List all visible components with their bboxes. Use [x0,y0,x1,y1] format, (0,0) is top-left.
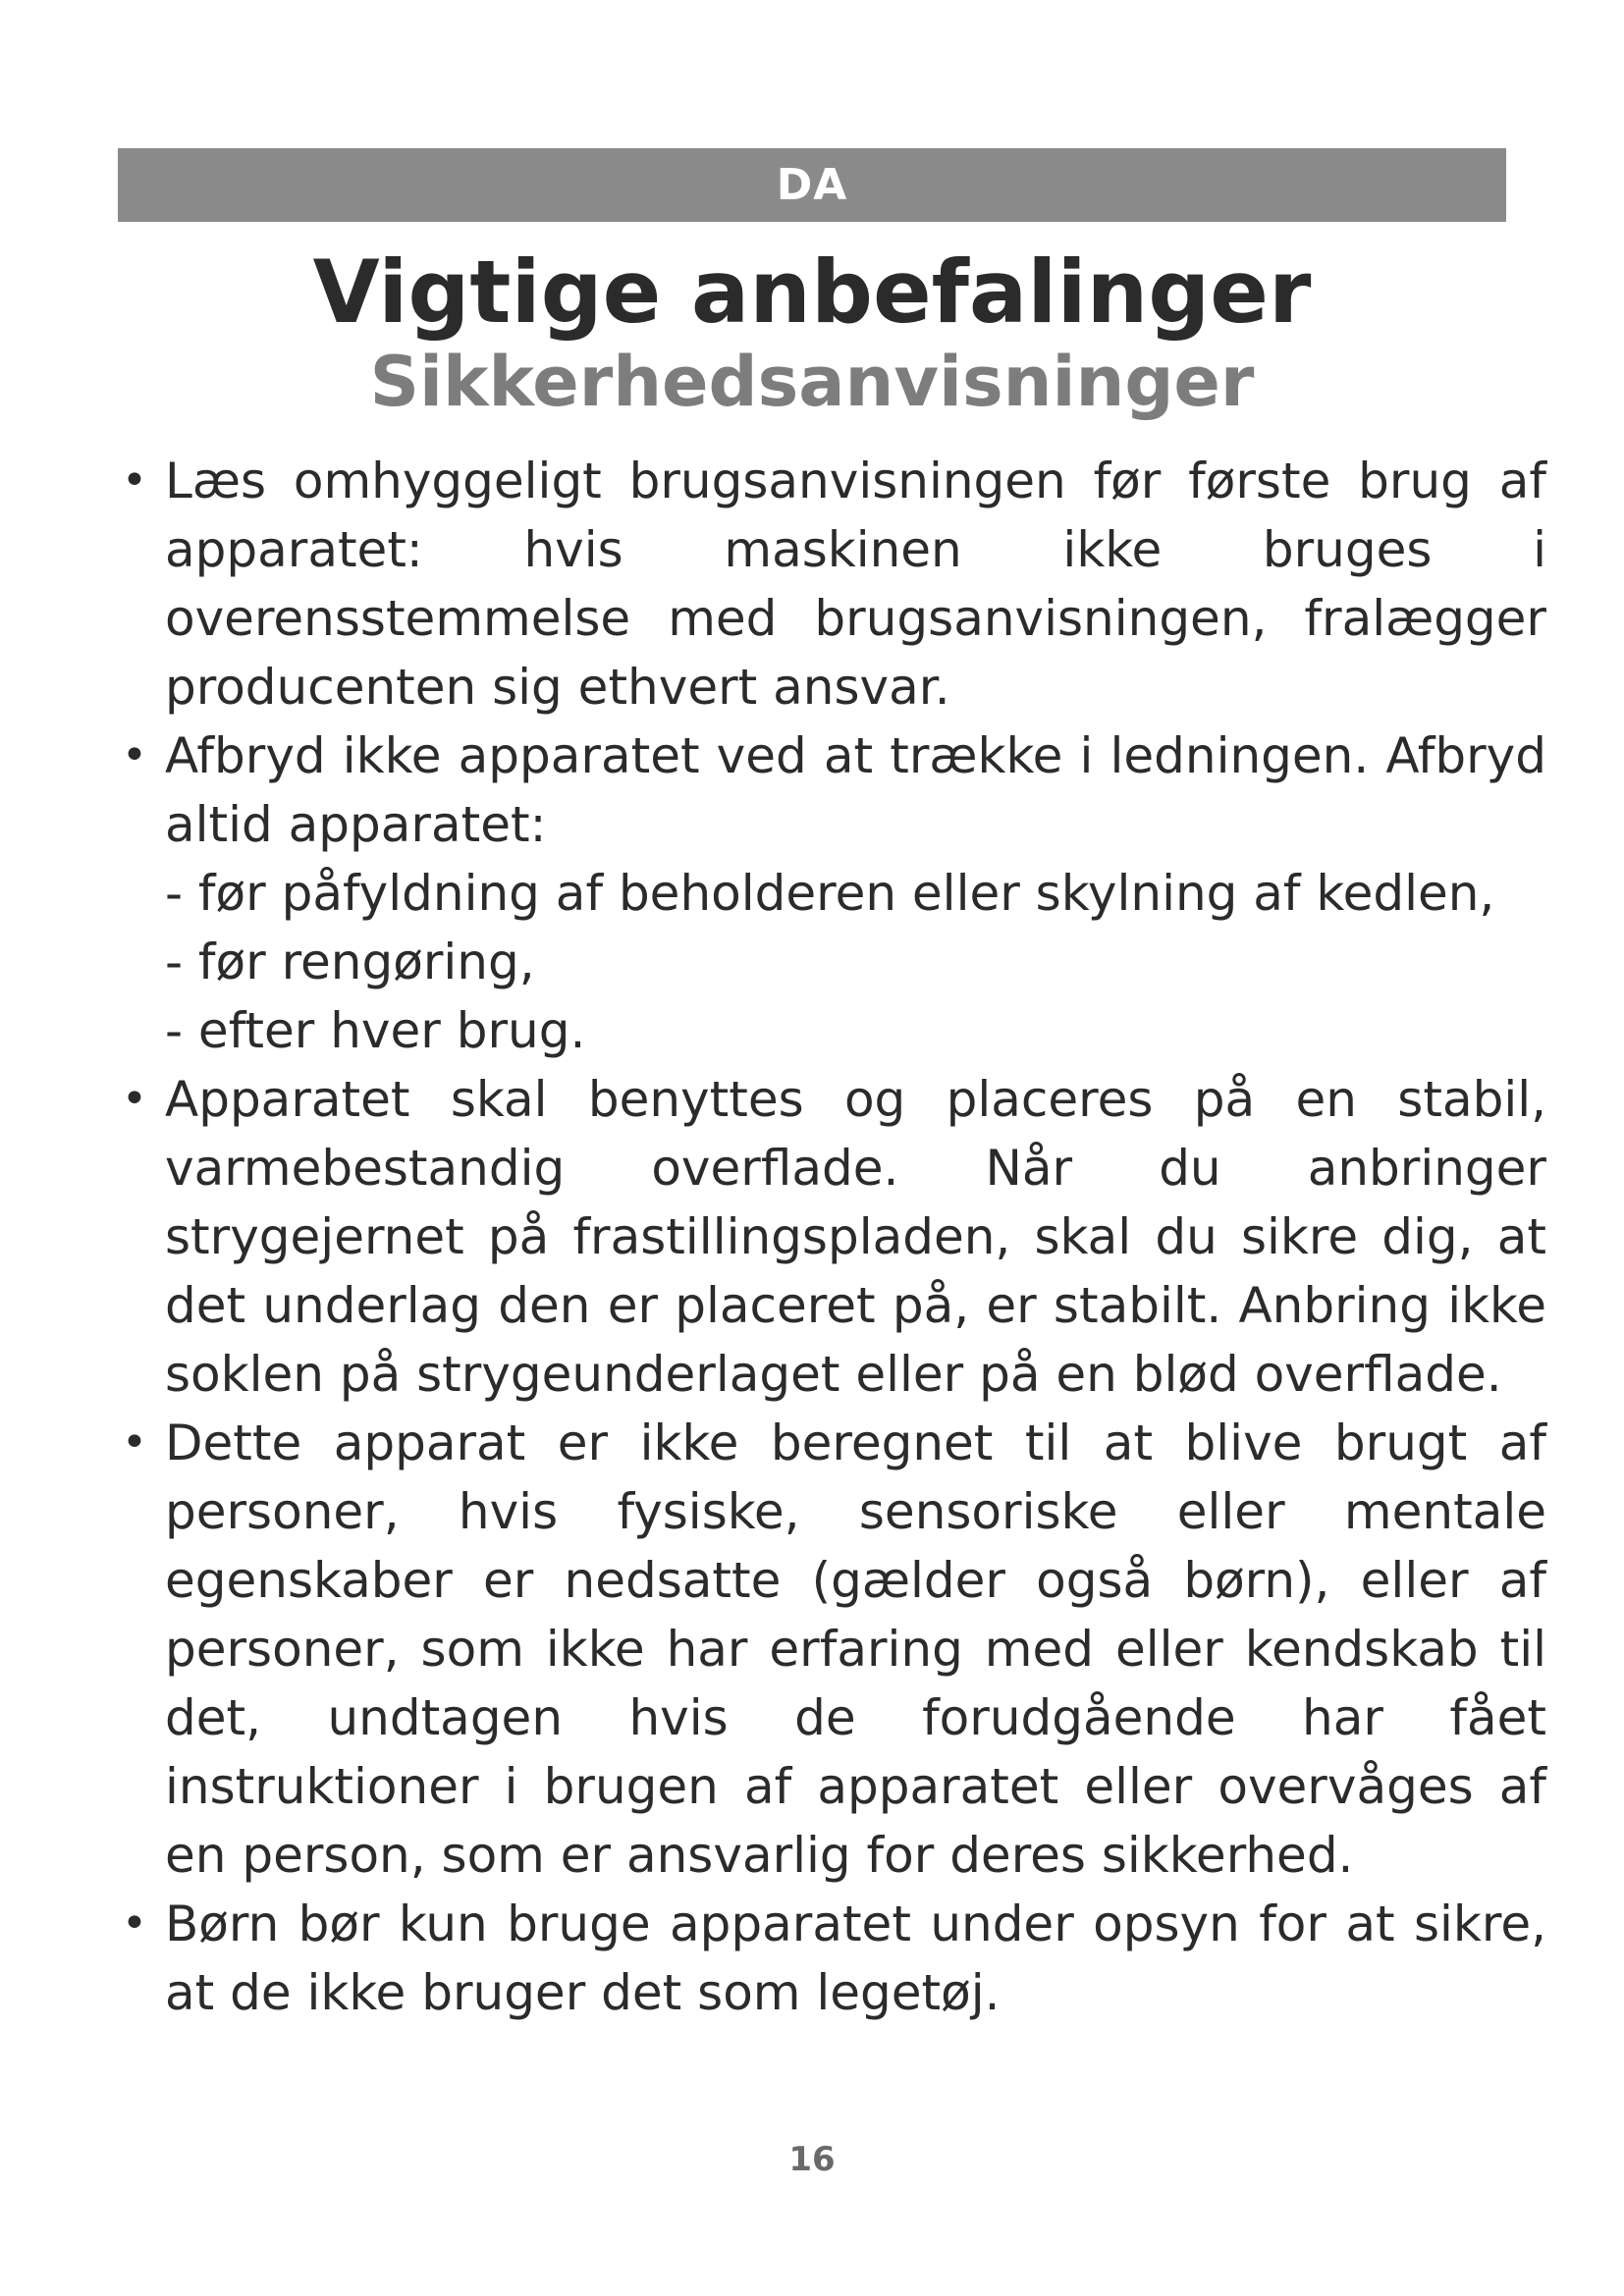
language-label: DA [776,160,848,210]
list-item [118,1065,1546,1409]
list-item [118,1890,1546,2027]
list-item-text: Læs omhyggeligt brugsanvisningen før første brug af apparatet: hvis maskinen ikke bruges i overensstemmelse med brugsanvisningen, fralægger producenten sig ethvert ansvar. [165,453,1546,716]
list-item [118,447,1546,721]
page-subtitle: Sikkerhedsanvisninger [369,342,1255,422]
page-title: Vigtige anbefalinger [312,241,1312,343]
list-item-text: Apparatet skal benyttes og placeres på en stabil, varmebestandig overflade. Når du anbringer strygejernet på frastillingspladen, skal du sikre dig, at det underlag den er placeret på, er stabilt. Anbring ikke soklen på strygeunderlaget eller på en blød overflade. [165,1071,1546,1403]
list-item [118,721,1546,1065]
sub-item: - efter hver brug. [165,1002,586,1059]
bullet-icon: • [122,455,147,506]
safety-list [118,447,1546,2027]
sub-item: - før rengøring, [165,934,535,990]
sub-item: - før påfyldning af beholderen eller skylning af kedlen, [165,865,1495,922]
page-number: 16 [788,2140,836,2179]
list-item-text: Afbryd ikke apparatet ved at trække i ledningen. Afbryd altid apparatet: [165,727,1546,853]
list-item [118,1409,1546,1890]
bullet-icon: • [122,1074,147,1124]
bullet-icon: • [122,1417,147,1468]
list-item-text: Børn bør kun bruge apparatet under opsyn for at sikre, at de ikke bruger det som legetøj. [165,1896,1546,2021]
bullet-icon: • [122,1898,147,1949]
language-bar [118,148,1506,222]
bullet-icon: • [122,730,147,780]
list-item-text: Dette apparat er ikke beregnet til at blive brugt af personer, hvis fysiske, sensoriske eller mentale egenskaber er nedsatte (gælder også børn), eller af personer, som ikke har erfaring med eller kendskab til det, undtagen hvis de forudgående har fået instruktioner i brugen af apparatet eller overvåges af en person, som er ansvarlig for deres sikkerhed. [165,1415,1546,1884]
